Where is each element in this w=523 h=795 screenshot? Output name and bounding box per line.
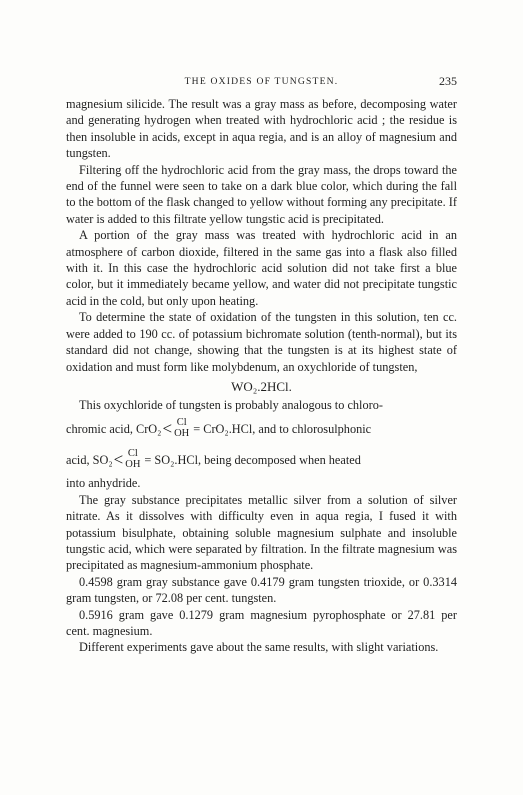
paragraph-8: 0.5916 gram gave 0.1279 gram magnesium pyrophosphate or 27.81 per cent. magnesium. (66, 607, 457, 638)
chromic-num: Cl (176, 417, 187, 429)
angle-glyph: < (162, 418, 173, 438)
sulphonic-acid-equation (66, 449, 457, 470)
oxychloride-formula: WO₂.2HCl. (231, 378, 292, 394)
chromic-acid-equation (66, 418, 457, 439)
paragraph-6: The gray substance precipitates metallic silver from a solution of silver nitrate. As it dissolves with difficulty even in aqua regia, I fused it with potassium bisulphate, obtaining soluble magnesium sulphate and insoluble tungstic acid, which were separated by filtration. In the filtrate magnesium was precipitated as magnesium-ammonium phosphate. (66, 492, 457, 573)
paragraph-1: magnesium silicide. The result was a gray mass as before, decomposing water and generating hydrogen when treated with hydrochloric acid ; the residue is then insoluble in acids, except in aqua regia, and is an alloy of magnesium and tungsten. (66, 97, 457, 161)
chromic-den: OH (174, 427, 190, 439)
running-title: THE OXIDES OF TUNGSTEN. (184, 76, 339, 87)
paragraph-5: This oxychloride of tungsten is probably analogous to chloro- (79, 397, 383, 412)
page-number: 235 (439, 74, 457, 88)
paragraph-4: To determine the state of oxidation of the tungsten in this solution, ten cc. were added to 190 cc. of potassium bichromate solution (tenth-normal), but its standard did not change, showing that the tungsten is at its highest state of oxidation and must form like molybdenum, an oxychloride of tungsten, (66, 310, 457, 374)
paragraph-9: Different experiments gave about the same results, with slight variations. (79, 640, 439, 655)
paragraph-5-end: into anhydride. (66, 476, 141, 491)
chromic-fraction (174, 418, 189, 439)
chromic-rest: = CrO₂.HCl, and to chlorosulphonic (193, 421, 372, 436)
body-text (66, 96, 457, 656)
sulph-fraction (125, 449, 140, 470)
paragraph-3: A portion of the gray mass was treated with hydrochloric acid in an atmosphere of carbon dioxide, filtered in the same gas into a flask also filled with it. In this case the hydrochloric acid solution did not take first a blue color, but it immediately became yellow, and water did not precipitate tungstic acid in the cold, but only upon heating. (66, 228, 457, 308)
page-header (66, 74, 457, 90)
sulph-rest: = SO₂.HCl, being decomposed when heated (144, 452, 361, 467)
sulph-num: Cl (127, 448, 138, 460)
chromic-lead: chromic acid, CrO₂ (66, 421, 162, 436)
paragraph-2: Filtering off the hydrochloric acid from the gray mass, the drops toward the end of the funnel were seen to take on a dark blue color, which during the fall to the bottom of the flask changed to yellow without forming any precipitate. If water is added to this filtrate yellow tungstic acid is precipitated. (66, 162, 457, 226)
angle-glyph: < (113, 449, 124, 469)
sulph-den: OH (125, 458, 141, 470)
paragraph-7: 0.4598 gram gray substance gave 0.4179 gram tungsten trioxide, or 0.3314 gram tungsten, or 72.08 per cent. tungsten. (66, 574, 457, 606)
sulph-lead: acid, SO₂ (66, 452, 113, 467)
